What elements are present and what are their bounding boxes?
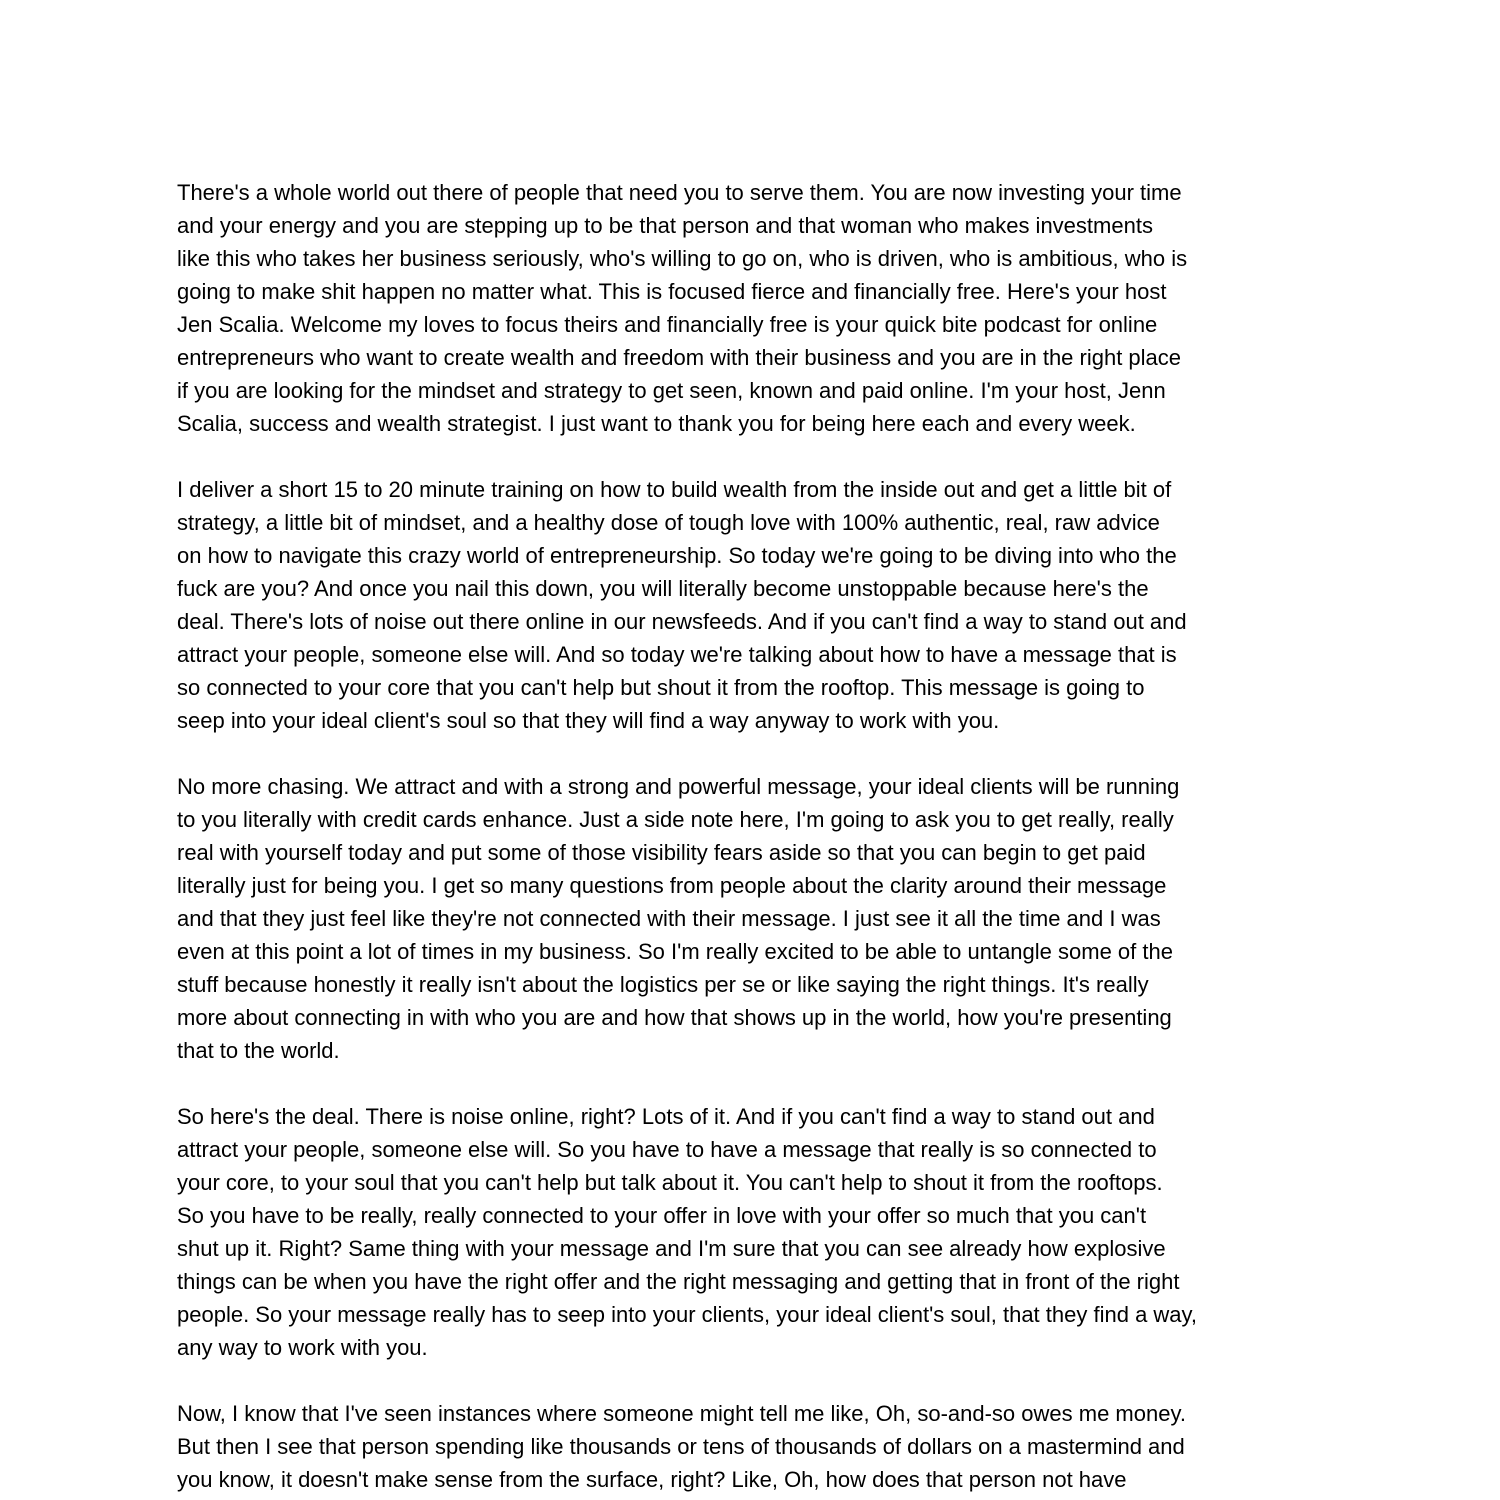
text-line: and that they just feel like they're not connected with their message. I just see it all the time and I was xyxy=(177,906,1161,931)
text-line: that to the world. xyxy=(177,1038,340,1063)
text-line: your core, to your soul that you can't help but talk about it. You can't help to shout it from the rooftops. xyxy=(177,1170,1163,1195)
text-line: deal. There's lots of noise out there online in our newsfeeds. And if you can't find a way to stand out and xyxy=(177,609,1187,634)
text-line: I deliver a short 15 to 20 minute training on how to build wealth from the inside out and get a little bit of xyxy=(177,477,1172,502)
text-line: even at this point a lot of times in my business. So I'm really excited to be able to untangle some of the xyxy=(177,939,1173,964)
text-line: So you have to be really, really connected to your offer in love with your offer so much that you can't xyxy=(177,1203,1147,1228)
text-line: strategy, a little bit of mindset, and a healthy dose of tough love with 100% authentic, real, raw advice xyxy=(177,510,1160,535)
text-line: and your energy and you are stepping up to be that person and that woman who makes investments xyxy=(177,213,1153,238)
text-line: stuff because honestly it really isn't about the logistics per se or like saying the right things. It's really xyxy=(177,972,1149,997)
text-line: any way to work with you. xyxy=(177,1335,428,1360)
text-line: real with yourself today and put some of those visibility fears aside so that you can begin to get paid xyxy=(177,840,1146,865)
text-line: you know, it doesn't make sense from the surface, right? Like, Oh, how does that person not have xyxy=(177,1467,1127,1492)
document-body xyxy=(177,176,1337,1500)
text-line: But then I see that person spending like thousands or tens of thousands of dollars on a mastermind and xyxy=(177,1434,1185,1459)
text-line: Scalia, success and wealth strategist. I just want to thank you for being here each and every week. xyxy=(177,411,1136,436)
text-line: fuck are you? And once you nail this down, you will literally become unstoppable because here's the xyxy=(177,576,1149,601)
text-line: like this who takes her business seriously, who's willing to go on, who is driven, who is ambitious, who is xyxy=(177,246,1188,271)
text-line: shut up it. Right? Same thing with your message and I'm sure that you can see already how explosive xyxy=(177,1236,1166,1261)
text-line: Jen Scalia. Welcome my loves to focus theirs and financially free is your quick bite podcast for online xyxy=(177,312,1158,337)
text-line: No more chasing. We attract and with a strong and powerful message, your ideal clients will be running xyxy=(177,774,1180,799)
text-line: things can be when you have the right offer and the right messaging and getting that in front of the right xyxy=(177,1269,1180,1294)
text-line: Now, I know that I've seen instances where someone might tell me like, Oh, so-and-so owes me money. xyxy=(177,1401,1186,1426)
text-line: people. So your message really has to seep into your clients, your ideal client's soul, that they find a way, xyxy=(177,1302,1198,1327)
paragraph-4 xyxy=(177,1100,1337,1364)
text-line: attract your people, someone else will. And so today we're talking about how to have a message that is xyxy=(177,642,1177,667)
text-line: attract your people, someone else will. So you have to have a message that really is so connected to xyxy=(177,1137,1157,1162)
text-line: to you literally with credit cards enhance. Just a side note here, I'm going to ask you to get really, really xyxy=(177,807,1174,832)
paragraph-5 xyxy=(177,1397,1337,1496)
text-line: going to make shit happen no matter what. This is focused fierce and financially free. Here's your host xyxy=(177,279,1167,304)
paragraph-1 xyxy=(177,176,1337,440)
paragraph-2 xyxy=(177,473,1337,737)
text-line: There's a whole world out there of people that need you to serve them. You are now investing your time xyxy=(177,180,1182,205)
text-line: so connected to your core that you can't help but shout it from the rooftop. This message is going to xyxy=(177,675,1145,700)
text-line: literally just for being you. I get so many questions from people about the clarity around their message xyxy=(177,873,1167,898)
text-line: seep into your ideal client's soul so that they will find a way anyway to work with you. xyxy=(177,708,1000,733)
text-line: on how to navigate this crazy world of entrepreneurship. So today we're going to be diving into who the xyxy=(177,543,1177,568)
text-line: So here's the deal. There is noise online, right? Lots of it. And if you can't find a way to stand out and xyxy=(177,1104,1155,1129)
text-line: more about connecting in with who you are and how that shows up in the world, how you're presenting xyxy=(177,1005,1172,1030)
text-line: if you are looking for the mindset and strategy to get seen, known and paid online. I'm your host, Jenn xyxy=(177,378,1166,403)
text-line: entrepreneurs who want to create wealth and freedom with their business and you are in the right place xyxy=(177,345,1182,370)
paragraph-3 xyxy=(177,770,1337,1067)
